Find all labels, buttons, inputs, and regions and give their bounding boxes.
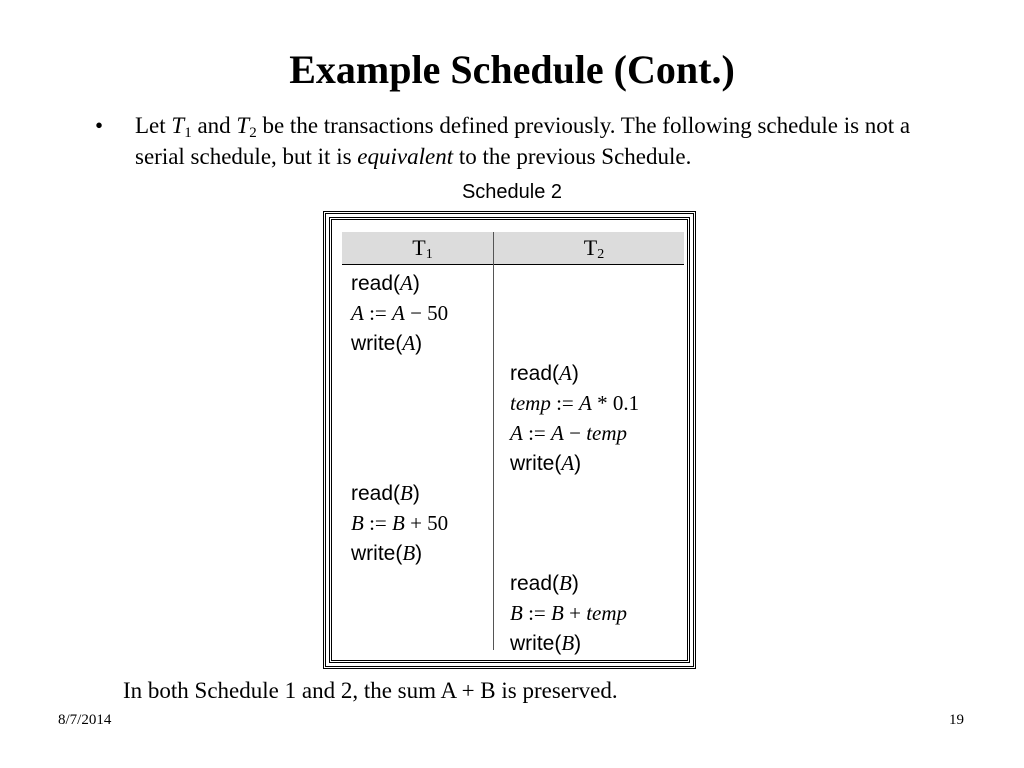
column-divider [493, 232, 494, 650]
schedule-operation [510, 568, 579, 599]
bullet-emphasis: equivalent [357, 144, 454, 169]
bullet-marker: • [95, 113, 104, 138]
operation-argument: B [400, 481, 413, 505]
expression-operator: := [363, 301, 393, 325]
column-header-t2-letter: T [583, 235, 598, 260]
expression-operator: − 50 [404, 301, 449, 325]
operation-paren: ) [574, 452, 582, 475]
expression-variable: A [510, 421, 523, 445]
slide-title: Example Schedule (Cont.) [289, 47, 735, 92]
operation-keyword: write( [510, 632, 562, 655]
schedule-operation [510, 418, 627, 448]
expression-variable: temp [510, 391, 551, 415]
conclusion-text: In both Schedule 1 and 2, the sum A + B is preserved. [123, 678, 618, 703]
operation-keyword: read( [351, 482, 401, 505]
operation-keyword: write( [351, 332, 403, 355]
t2-letter: T [236, 113, 250, 138]
operation-paren: ) [571, 572, 579, 595]
footer-date: 8/7/2014 [58, 712, 112, 728]
column-header-t1 [342, 232, 503, 264]
expression-operator: := [522, 421, 552, 445]
schedule-operation [351, 508, 448, 538]
expression-variable: temp [586, 421, 628, 445]
footer-page-number: 19 [949, 712, 964, 728]
expression-variable: A [392, 301, 405, 325]
operation-paren: ) [571, 362, 579, 385]
column-header-t1-letter: T [412, 235, 426, 260]
t2-subscript: 2 [249, 125, 257, 141]
operation-keyword: write( [510, 452, 562, 475]
operation-argument: A [559, 361, 572, 385]
schedule-operation [351, 328, 422, 359]
operation-paren: ) [415, 332, 423, 355]
operation-argument: A [561, 451, 575, 475]
operation-argument: A [400, 271, 413, 295]
expression-operator: + 50 [404, 511, 449, 535]
schedule-operation [510, 358, 579, 389]
schedule-operation [351, 298, 448, 328]
operation-keyword: read( [510, 362, 560, 385]
operation-argument: A [402, 331, 416, 355]
schedule-figure [323, 211, 696, 669]
expression-variable: B [351, 511, 364, 535]
t1-letter: T [171, 113, 185, 138]
expression-variable: A [579, 391, 592, 415]
schedule-operation [510, 598, 627, 628]
operation-paren: ) [415, 542, 423, 565]
bullet-text-and: and [191, 113, 237, 138]
schedule-table [329, 217, 690, 663]
schedule-operation [510, 628, 581, 659]
expression-variable: A [551, 421, 564, 445]
expression-variable: temp [586, 601, 628, 625]
schedule-operation [351, 538, 422, 569]
expression-variable: B [551, 601, 564, 625]
operation-keyword: write( [351, 542, 403, 565]
operation-argument: B [402, 541, 416, 565]
t1-subscript: 1 [184, 125, 192, 141]
operation-paren: ) [574, 632, 582, 655]
expression-operator: − [563, 421, 587, 445]
expression-operator: + [563, 601, 587, 625]
expression-operator: := [363, 511, 393, 535]
expression-variable: B [392, 511, 405, 535]
expression-variable: B [510, 601, 523, 625]
operation-paren: ) [412, 272, 420, 295]
expression-operator: := [522, 601, 552, 625]
bullet-text-middle: be the transactions defined previously. The following schedule is not a serial schedule, but it is [135, 113, 911, 169]
bullet-text-after: to the previous Schedule. [453, 144, 692, 169]
schedule-operation [510, 388, 639, 418]
schedule-operation [510, 448, 581, 479]
bullet-text [135, 110, 915, 172]
expression-variable: A [351, 301, 364, 325]
expression-operator: * 0.1 [591, 391, 640, 415]
expression-operator: := [550, 391, 580, 415]
column-header-t2-subscript: 2 [597, 247, 605, 262]
schedule-header-row [342, 232, 684, 265]
operation-keyword: read( [351, 272, 401, 295]
operation-keyword: read( [510, 572, 560, 595]
schedule-operation [351, 478, 420, 509]
operation-argument: B [559, 571, 572, 595]
column-header-t2 [504, 232, 684, 264]
schedule-operation [351, 268, 420, 299]
operation-paren: ) [412, 482, 420, 505]
bullet-text-before: Let [135, 113, 172, 138]
column-header-t1-subscript: 1 [425, 247, 433, 262]
figure-caption: Schedule 2 [461, 181, 563, 203]
operation-argument: B [561, 631, 575, 655]
